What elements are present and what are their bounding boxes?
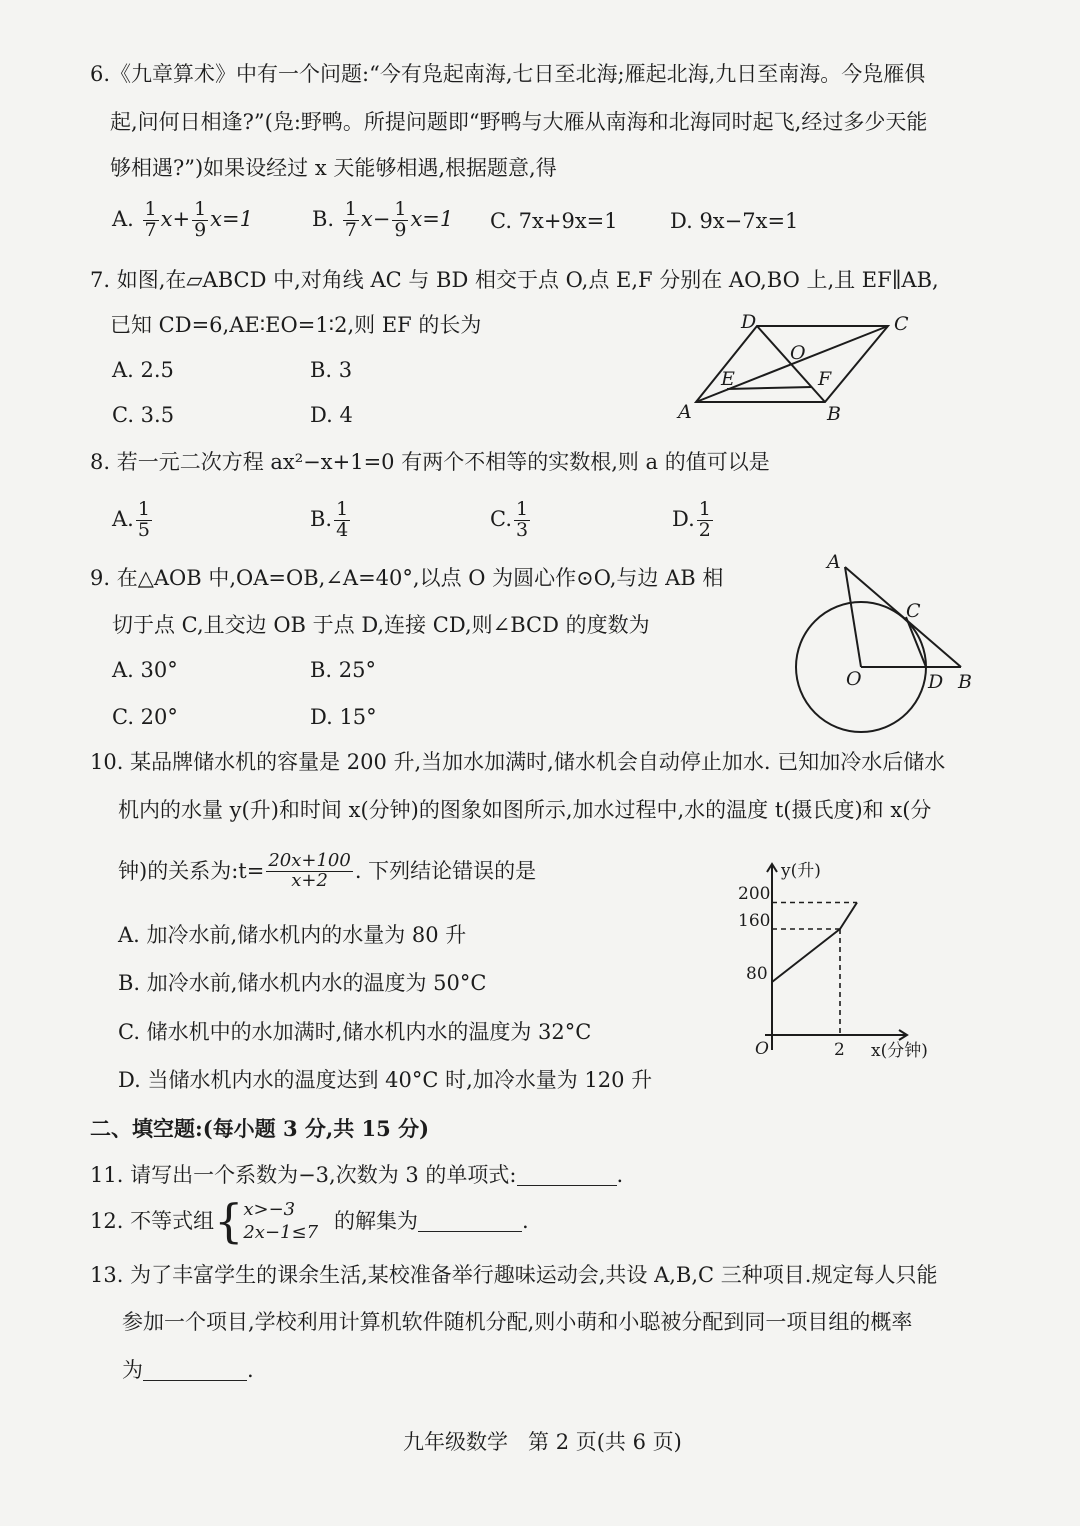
q7-line1: 7. 如图,在▱ABCD 中,对角线 AC 与 BD 相交于点 O,点 E,F 分别在 AO,BO 上,且 EF∥AB, [90, 268, 939, 292]
q10-option-a[interactable]: A. 加冷水前,储水机内的水量为 80 升 [118, 923, 467, 947]
q8-line1: 8. 若一元二次方程 ax²−x+1=0 有两个不相等的实数根,则 a 的值可以是 [90, 450, 770, 474]
q13-line3 [122, 1360, 254, 1381]
y-tick-200: 200 [738, 884, 771, 904]
q8-option-a-label: A. [112, 506, 134, 531]
q6-option-a-label: A. [112, 206, 134, 231]
q6-option-b-tail: x=1 [410, 206, 454, 231]
label-b: B [958, 671, 972, 693]
q6-line1: 6.《九章算术》中有一个问题:“今有凫起南海,七日至北海;雁起北海,九日至南海。今凫雁俱 [90, 62, 926, 86]
q12-text: 12. 不等式组 [90, 1208, 215, 1233]
q6-option-a[interactable]: A. $\frac{1}{7}$ x+ $\frac{1}{9}$ x=1 [112, 198, 253, 241]
q9-option-b[interactable]: B. 25° [310, 658, 377, 682]
q7-option-c[interactable]: C. 3.5 [112, 403, 175, 427]
q8-option-c[interactable]: C. $\frac{1}{3}$ [490, 498, 529, 541]
label-c: C [906, 600, 921, 622]
segment-ef [727, 387, 812, 389]
q7-parallelogram-figure [670, 305, 930, 430]
q10-option-b[interactable]: B. 加冷水前,储水机内水的温度为 50°C [118, 971, 487, 995]
label-a: A [678, 401, 692, 423]
q8-option-b[interactable]: B. $\frac{1}{4}$ [310, 498, 349, 541]
label-o: O [846, 668, 862, 690]
segment-cd [906, 617, 926, 667]
q10-option-d[interactable]: D. 当储水机内水的温度达到 40°C 时,加冷水量为 120 升 [118, 1068, 653, 1092]
q12-end: . [522, 1208, 529, 1233]
y-axis-label: y(升) [781, 861, 821, 881]
q6-option-c[interactable]: C. 7x+9x=1 [490, 209, 618, 233]
q6-line3: 够相遇?”)如果设经过 x 天能够相遇,根据题意,得 [110, 156, 557, 180]
q10-option-c[interactable]: C. 储水机中的水加满时,储水机内水的温度为 32°C [118, 1020, 592, 1044]
label-f: F [818, 368, 832, 390]
q13-line1: 13. 为了丰富学生的课余生活,某校准备举行趣味运动会,共设 A,B,C 三种项目.规定每人只能 [90, 1263, 938, 1287]
y-tick-160: 160 [738, 911, 771, 931]
x-tick-2: 2 [834, 1040, 845, 1060]
q6-option-a-tail: x=1 [210, 206, 253, 231]
q9-line2: 切于点 C,且交边 OB 于点 D,连接 CD,则∠BCD 的度数为 [112, 613, 650, 637]
q10-line1: 10. 某品牌储水机的容量是 200 升,当加水加满时,储水机会自动停止加水. 已知加冷水后储水 [90, 750, 946, 774]
label-e: E [721, 368, 735, 390]
x-axis-label: x(分钟) [871, 1041, 928, 1061]
section2-heading: 二、填空题:(每小题 3 分,共 15 分) [90, 1116, 430, 1141]
q8-option-d[interactable]: D. $\frac{1}{2}$ [672, 498, 711, 541]
q12-answer-blank[interactable] [418, 1211, 522, 1232]
page-footer: 九年级数学 第 2 页(共 6 页) [403, 1430, 682, 1454]
q11-line [90, 1165, 623, 1186]
q9-line1: 9. 在△AOB 中,OA=OB,∠A=40°,以点 O 为圆心作⊙O,与边 AB 相 [90, 566, 724, 590]
q6-option-b[interactable]: B. $\frac{1}{7}$ x− $\frac{1}{9}$ x=1 [312, 198, 454, 241]
q13-answer-blank[interactable] [143, 1360, 247, 1381]
q13-text: 为 [122, 1358, 143, 1382]
q13-line2: 参加一个项目,学校利用计算机软件随机分配,则小萌和小聪被分配到同一项目组的概率 [122, 1310, 913, 1334]
q12-inequality-2: 2x−1≤7 [243, 1222, 319, 1244]
q11-answer-blank[interactable] [517, 1165, 617, 1186]
q7-option-b[interactable]: B. 3 [310, 358, 353, 382]
q12-brace: { [214, 1194, 244, 1249]
q8-option-d-label: D. [672, 506, 695, 531]
q6-option-b-label: B. [312, 206, 335, 231]
q10-formula-den: x+2 [291, 869, 328, 891]
q6-option-d[interactable]: D. 9x−7x=1 [670, 209, 799, 233]
label-d: D [741, 311, 757, 333]
q7-line2: 已知 CD=6,AE∶EO=1∶2,则 EF 的长为 [110, 313, 482, 337]
q9-option-d[interactable]: D. 15° [310, 705, 377, 729]
q9-option-a[interactable]: A. 30° [112, 658, 178, 682]
label-c: C [894, 313, 909, 335]
q12-inequality-1: x>−3 [243, 1199, 296, 1220]
q10-water-graph [735, 850, 950, 1065]
q10-line3 [118, 852, 536, 891]
q9-option-c[interactable]: C. 20° [112, 705, 178, 729]
label-o: O [790, 342, 806, 364]
q13-end: . [247, 1358, 254, 1382]
y-tick-80: 80 [746, 964, 768, 984]
q8-option-b-label: B. [310, 506, 333, 531]
q6-line2: 起,问何日相逢?”(凫:野鸭。所提问题即“野鸭与大雁从南海和北海同时起飞,经过多少天能 [110, 110, 928, 134]
segment-oa [845, 567, 861, 667]
q10-formula-num: 20x+100 [268, 850, 351, 871]
q12-system [243, 1198, 318, 1245]
q10-line2: 机内的水量 y(升)和时间 x(分钟)的图象如图所示,加水过程中,水的温度 t(摄氏度)和 x(分 [118, 798, 932, 822]
q9-circle-figure [780, 545, 990, 745]
label-d: D [928, 671, 944, 693]
q12-text-post: 的解集为 [334, 1208, 419, 1233]
q11-text: 11. 请写出一个系数为−3,次数为 3 的单项式: [90, 1163, 517, 1187]
q12-line [90, 1194, 529, 1249]
q11-end: . [616, 1163, 624, 1187]
segment-ab [845, 567, 961, 667]
q10-line3-post: . 下列结论错误的是 [354, 858, 537, 883]
diagonal-bd [757, 326, 825, 402]
q10-line3-pre: 钟)的关系为:t= [118, 858, 265, 883]
series-line-water-volume [772, 903, 857, 983]
q8-option-a[interactable]: A. $\frac{1}{5}$ [112, 498, 150, 541]
q7-option-a[interactable]: A. 2.5 [112, 358, 174, 382]
q8-option-c-label: C. [490, 506, 512, 531]
label-a: A [827, 551, 841, 573]
q7-option-d[interactable]: D. 4 [310, 403, 353, 427]
origin-label: O [755, 1039, 769, 1059]
label-b: B [827, 403, 841, 425]
